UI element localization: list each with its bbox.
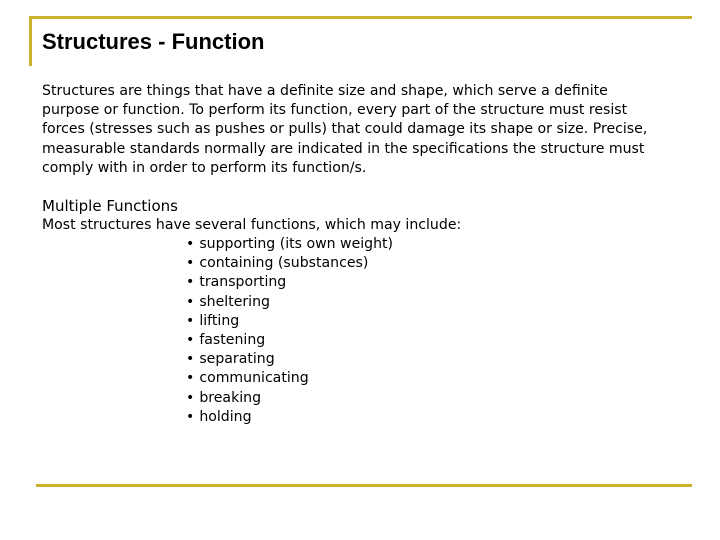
- section-subheading: Multiple Functions: [42, 197, 178, 215]
- bullet-icon: •: [186, 351, 195, 368]
- bottom-accent-rule: [36, 484, 692, 487]
- list-item-text: lifting: [199, 312, 240, 329]
- list-item: [186, 350, 393, 369]
- function-list: [186, 235, 393, 427]
- list-item-text: supporting (its own weight): [199, 236, 394, 252]
- list-item-text: breaking: [199, 389, 262, 406]
- list-item: [186, 408, 393, 427]
- list-item: [186, 389, 393, 408]
- list-item: [186, 369, 393, 388]
- list-item-text: fastening: [199, 331, 266, 348]
- list-item-text: containing (substances): [199, 255, 369, 272]
- bullet-icon: •: [186, 331, 195, 348]
- bullet-icon: •: [186, 274, 195, 291]
- bullet-icon: •: [186, 389, 195, 406]
- bullet-icon: •: [186, 312, 195, 329]
- slide-title: Structures - Function: [42, 29, 265, 54]
- list-item: [186, 331, 393, 350]
- bullet-icon: •: [186, 255, 195, 272]
- list-item-text: transporting: [199, 274, 287, 291]
- list-item: [186, 254, 393, 273]
- list-item-text: sheltering: [199, 293, 270, 310]
- list-item: [186, 312, 393, 331]
- body-paragraph: Structures are things that have a definite size and shape, which serve a definite purpose or function. To perform its function, every part of the structure must resist forces (stresses such as pushes or pulls) that could damage its shape or size. Precise, measurable standards normally are indicated in the specifications the structure must comply with in order to perform its function/s.: [42, 83, 648, 176]
- list-item-text: holding: [199, 408, 252, 425]
- top-accent-rule: [29, 16, 692, 19]
- bullet-icon: •: [186, 370, 195, 387]
- list-item: [186, 293, 393, 312]
- list-item-text: communicating: [199, 370, 309, 387]
- list-intro: Most structures have several functions, which may include:: [42, 217, 462, 233]
- bullet-icon: •: [186, 408, 195, 425]
- bullet-icon: •: [186, 293, 195, 310]
- list-item: [186, 235, 393, 254]
- left-accent-rule: [29, 16, 32, 66]
- bullet-icon: •: [186, 236, 195, 252]
- list-item-text: separating: [199, 351, 275, 368]
- list-item: [186, 273, 393, 292]
